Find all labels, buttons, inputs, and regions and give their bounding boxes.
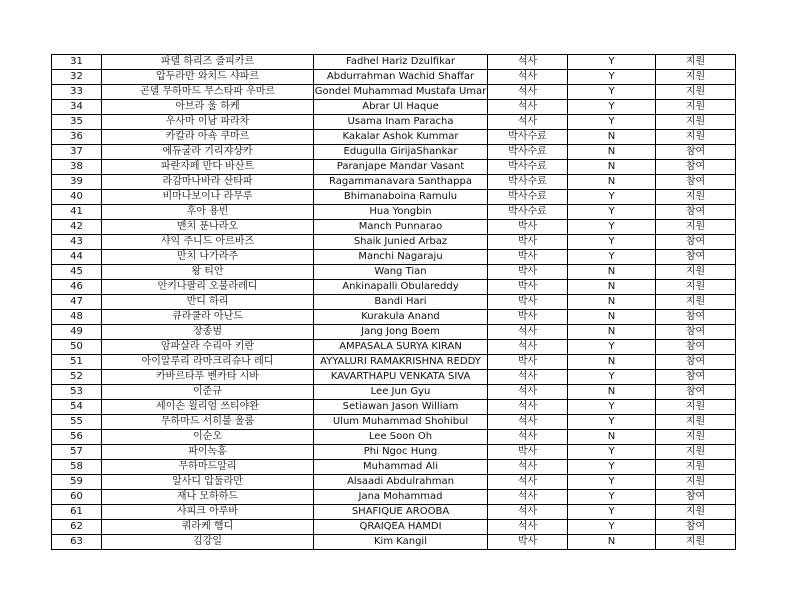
english-name-cell: Bandi Hari [314,295,488,310]
english-name-cell: Kurakula Anand [314,310,488,325]
degree-cell: 석사 [488,520,568,535]
participant-sheet [51,54,735,550]
status-cell: 지원 [656,115,736,130]
status-cell: 지원 [656,295,736,310]
degree-cell: 박사 [488,310,568,325]
status-cell: 참여 [656,325,736,340]
degree-cell: 석사 [488,100,568,115]
table-row [52,280,736,295]
status-cell: 지원 [656,460,736,475]
yn-flag-cell: Y [568,55,656,70]
korean-name-cell: 왕 티안 [102,265,314,280]
table-row [52,430,736,445]
korean-name-cell: 안키나팔리 오불라레디 [102,280,314,295]
row-number-cell: 61 [52,505,102,520]
status-cell: 지원 [656,430,736,445]
degree-cell: 석사 [488,385,568,400]
yn-flag-cell: N [568,430,656,445]
korean-name-cell: 파델 하리즈 즐피카르 [102,55,314,70]
degree-cell: 석사 [488,490,568,505]
korean-name-cell: 큐라쿨라 아난드 [102,310,314,325]
yn-flag-cell: Y [568,520,656,535]
korean-name-cell: 아이알루리 라마크리슈나 레디 [102,355,314,370]
degree-cell: 석사 [488,115,568,130]
table-row [52,385,736,400]
table-row [52,400,736,415]
status-cell: 지원 [656,265,736,280]
yn-flag-cell: Y [568,70,656,85]
yn-flag-cell: N [568,280,656,295]
row-number-cell: 37 [52,145,102,160]
degree-cell: 박사 [488,265,568,280]
korean-name-cell: 재나 모하하드 [102,490,314,505]
english-name-cell: Fadhel Hariz Dzulfikar [314,55,488,70]
yn-flag-cell: Y [568,250,656,265]
row-number-cell: 34 [52,100,102,115]
korean-name-cell: 샤익 주니드 아르바즈 [102,235,314,250]
korean-name-cell: 카바르타푸 벤카타 시바 [102,370,314,385]
korean-name-cell: 후아 용빈 [102,205,314,220]
degree-cell: 석사 [488,475,568,490]
english-name-cell: Ragammanavara Santhappa [314,175,488,190]
yn-flag-cell: N [568,160,656,175]
yn-flag-cell: Y [568,100,656,115]
korean-name-cell: 파이녹홍 [102,445,314,460]
row-number-cell: 62 [52,520,102,535]
table-row [52,505,736,520]
row-number-cell: 31 [52,55,102,70]
table-row [52,355,736,370]
row-number-cell: 57 [52,445,102,460]
status-cell: 참여 [656,520,736,535]
table-row [52,190,736,205]
table-row [52,250,736,265]
yn-flag-cell: Y [568,475,656,490]
yn-flag-cell: Y [568,205,656,220]
english-name-cell: Edugulla GirijaShankar [314,145,488,160]
english-name-cell: KAVARTHAPU VENKATA SIVA [314,370,488,385]
korean-name-cell: 파란자페 만다 바산트 [102,160,314,175]
status-cell: 참여 [656,235,736,250]
english-name-cell: Kakalar Ashok Kummar [314,130,488,145]
yn-flag-cell: Y [568,340,656,355]
korean-name-cell: 쿼라케 햄디 [102,520,314,535]
korean-name-cell: 비마나보이나 라무루 [102,190,314,205]
row-number-cell: 33 [52,85,102,100]
row-number-cell: 40 [52,190,102,205]
degree-cell: 박사 [488,235,568,250]
yn-flag-cell: N [568,265,656,280]
row-number-cell: 49 [52,325,102,340]
row-number-cell: 55 [52,415,102,430]
english-name-cell: Jang Jong Boem [314,325,488,340]
degree-cell: 석사 [488,505,568,520]
english-name-cell: Alsaadi Abdulrahman [314,475,488,490]
status-cell: 지원 [656,475,736,490]
english-name-cell: QRAIQEA HAMDI [314,520,488,535]
table-row [52,100,736,115]
table-row [52,55,736,70]
yn-flag-cell: Y [568,235,656,250]
korean-name-cell: 샤피크 아루바 [102,505,314,520]
table-row [52,175,736,190]
row-number-cell: 35 [52,115,102,130]
table-row [52,490,736,505]
status-cell: 지원 [656,535,736,550]
korean-name-cell: 이준규 [102,385,314,400]
status-cell: 지원 [656,55,736,70]
status-cell: 참여 [656,160,736,175]
yn-flag-cell: Y [568,490,656,505]
row-number-cell: 53 [52,385,102,400]
korean-name-cell: 알사디 압둘라만 [102,475,314,490]
degree-cell: 석사 [488,430,568,445]
row-number-cell: 52 [52,370,102,385]
degree-cell: 석사 [488,400,568,415]
status-cell: 참여 [656,340,736,355]
degree-cell: 석사 [488,415,568,430]
yn-flag-cell: N [568,175,656,190]
degree-cell: 박사 [488,220,568,235]
yn-flag-cell: N [568,295,656,310]
english-name-cell: Lee Soon Oh [314,430,488,445]
korean-name-cell: 우사마 이남 파라차 [102,115,314,130]
row-number-cell: 47 [52,295,102,310]
row-number-cell: 44 [52,250,102,265]
yn-flag-cell: Y [568,370,656,385]
status-cell: 참여 [656,490,736,505]
row-number-cell: 32 [52,70,102,85]
degree-cell: 박사수료 [488,145,568,160]
row-number-cell: 41 [52,205,102,220]
row-number-cell: 58 [52,460,102,475]
korean-name-cell: 장종범 [102,325,314,340]
english-name-cell: Phi Ngoc Hung [314,445,488,460]
status-cell: 지원 [656,400,736,415]
degree-cell: 박사수료 [488,205,568,220]
row-number-cell: 59 [52,475,102,490]
status-cell: 지원 [656,70,736,85]
table-row [52,310,736,325]
korean-name-cell: 압두라만 와치드 샤파르 [102,70,314,85]
row-number-cell: 48 [52,310,102,325]
yn-flag-cell: N [568,130,656,145]
korean-name-cell: 무하마드알리 [102,460,314,475]
korean-name-cell: 카칼라 아쇽 쿠마르 [102,130,314,145]
degree-cell: 석사 [488,370,568,385]
table-row [52,115,736,130]
table-row [52,445,736,460]
yn-flag-cell: N [568,145,656,160]
row-number-cell: 50 [52,340,102,355]
korean-name-cell: 세이손 윌리엄 쓰티야완 [102,400,314,415]
table-row [52,415,736,430]
status-cell: 지원 [656,220,736,235]
yn-flag-cell: N [568,355,656,370]
degree-cell: 박사수료 [488,175,568,190]
table-row [52,130,736,145]
english-name-cell: Gondel Muhammad Mustafa Umar [314,85,488,100]
degree-cell: 박사 [488,280,568,295]
korean-name-cell: 맨치 푼나라오 [102,220,314,235]
row-number-cell: 46 [52,280,102,295]
table-row [52,535,736,550]
row-number-cell: 51 [52,355,102,370]
korean-name-cell: 김강일 [102,535,314,550]
english-name-cell: Manch Punnarao [314,220,488,235]
yn-flag-cell: N [568,325,656,340]
yn-flag-cell: Y [568,115,656,130]
degree-cell: 석사 [488,325,568,340]
row-number-cell: 56 [52,430,102,445]
english-name-cell: Ankinapalli Obulareddy [314,280,488,295]
yn-flag-cell: Y [568,505,656,520]
row-number-cell: 42 [52,220,102,235]
korean-name-cell: 무하마드 서히불 울룸 [102,415,314,430]
korean-name-cell: 에듀굴라 기리쟈샹카 [102,145,314,160]
english-name-cell: Wang Tian [314,265,488,280]
table-row [52,145,736,160]
status-cell: 지원 [656,505,736,520]
table-row [52,220,736,235]
english-name-cell: AYYALURI RAMAKRISHNA REDDY [314,355,488,370]
table-row [52,340,736,355]
yn-flag-cell: Y [568,190,656,205]
korean-name-cell: 곤델 무하마드 무스타파 우마르 [102,85,314,100]
yn-flag-cell: Y [568,220,656,235]
table-row [52,295,736,310]
yn-flag-cell: N [568,310,656,325]
table-row [52,235,736,250]
status-cell: 지원 [656,130,736,145]
status-cell: 참여 [656,385,736,400]
degree-cell: 석사 [488,70,568,85]
korean-name-cell: 만치 나가라주 [102,250,314,265]
row-number-cell: 54 [52,400,102,415]
status-cell: 참여 [656,145,736,160]
row-number-cell: 45 [52,265,102,280]
table-row [52,370,736,385]
degree-cell: 석사 [488,55,568,70]
korean-name-cell: 아브라 울 하케 [102,100,314,115]
english-name-cell: Setiawan Jason William [314,400,488,415]
yn-flag-cell: N [568,385,656,400]
table-row [52,160,736,175]
degree-cell: 석사 [488,85,568,100]
table-row [52,520,736,535]
degree-cell: 박사수료 [488,190,568,205]
status-cell: 참여 [656,175,736,190]
english-name-cell: Abrar Ul Haque [314,100,488,115]
english-name-cell: Ulum Muhammad Shohibul [314,415,488,430]
degree-cell: 박사 [488,295,568,310]
status-cell: 참여 [656,250,736,265]
table-row [52,85,736,100]
english-name-cell: Manchi Nagaraju [314,250,488,265]
english-name-cell: Paranjape Mandar Vasant [314,160,488,175]
degree-cell: 박사 [488,535,568,550]
row-number-cell: 43 [52,235,102,250]
korean-name-cell: 이순오 [102,430,314,445]
status-cell: 지원 [656,415,736,430]
korean-name-cell: 암파살라 수리아 키란 [102,340,314,355]
english-name-cell: Abdurrahman Wachid Shaffar [314,70,488,85]
status-cell: 지원 [656,85,736,100]
degree-cell: 박사 [488,250,568,265]
status-cell: 지원 [656,100,736,115]
english-name-cell: Shaik Junied Arbaz [314,235,488,250]
yn-flag-cell: Y [568,445,656,460]
participant-table-body [52,55,736,550]
english-name-cell: Hua Yongbin [314,205,488,220]
english-name-cell: Jana Mohammad [314,490,488,505]
status-cell: 지원 [656,190,736,205]
english-name-cell: Kim Kangil [314,535,488,550]
degree-cell: 석사 [488,460,568,475]
degree-cell: 박사수료 [488,160,568,175]
row-number-cell: 39 [52,175,102,190]
table-row [52,205,736,220]
english-name-cell: Lee Jun Gyu [314,385,488,400]
english-name-cell: SHAFIQUE AROOBA [314,505,488,520]
english-name-cell: Muhammad Ali [314,460,488,475]
table-row [52,70,736,85]
english-name-cell: Bhimanaboina Ramulu [314,190,488,205]
row-number-cell: 36 [52,130,102,145]
english-name-cell: AMPASALA SURYA KIRAN [314,340,488,355]
participant-table [51,54,736,550]
status-cell: 지원 [656,445,736,460]
status-cell: 참여 [656,310,736,325]
table-row [52,475,736,490]
degree-cell: 석사 [488,340,568,355]
row-number-cell: 38 [52,160,102,175]
yn-flag-cell: Y [568,85,656,100]
table-row [52,460,736,475]
table-row [52,325,736,340]
degree-cell: 박사수료 [488,130,568,145]
yn-flag-cell: N [568,535,656,550]
status-cell: 지원 [656,280,736,295]
row-number-cell: 60 [52,490,102,505]
english-name-cell: Usama Inam Paracha [314,115,488,130]
korean-name-cell: 반디 하리 [102,295,314,310]
yn-flag-cell: Y [568,400,656,415]
yn-flag-cell: Y [568,415,656,430]
table-row [52,265,736,280]
status-cell: 참여 [656,370,736,385]
degree-cell: 박사 [488,355,568,370]
degree-cell: 박사 [488,445,568,460]
row-number-cell: 63 [52,535,102,550]
korean-name-cell: 라감마나바라 산타파 [102,175,314,190]
status-cell: 참여 [656,205,736,220]
status-cell: 참여 [656,355,736,370]
yn-flag-cell: Y [568,460,656,475]
